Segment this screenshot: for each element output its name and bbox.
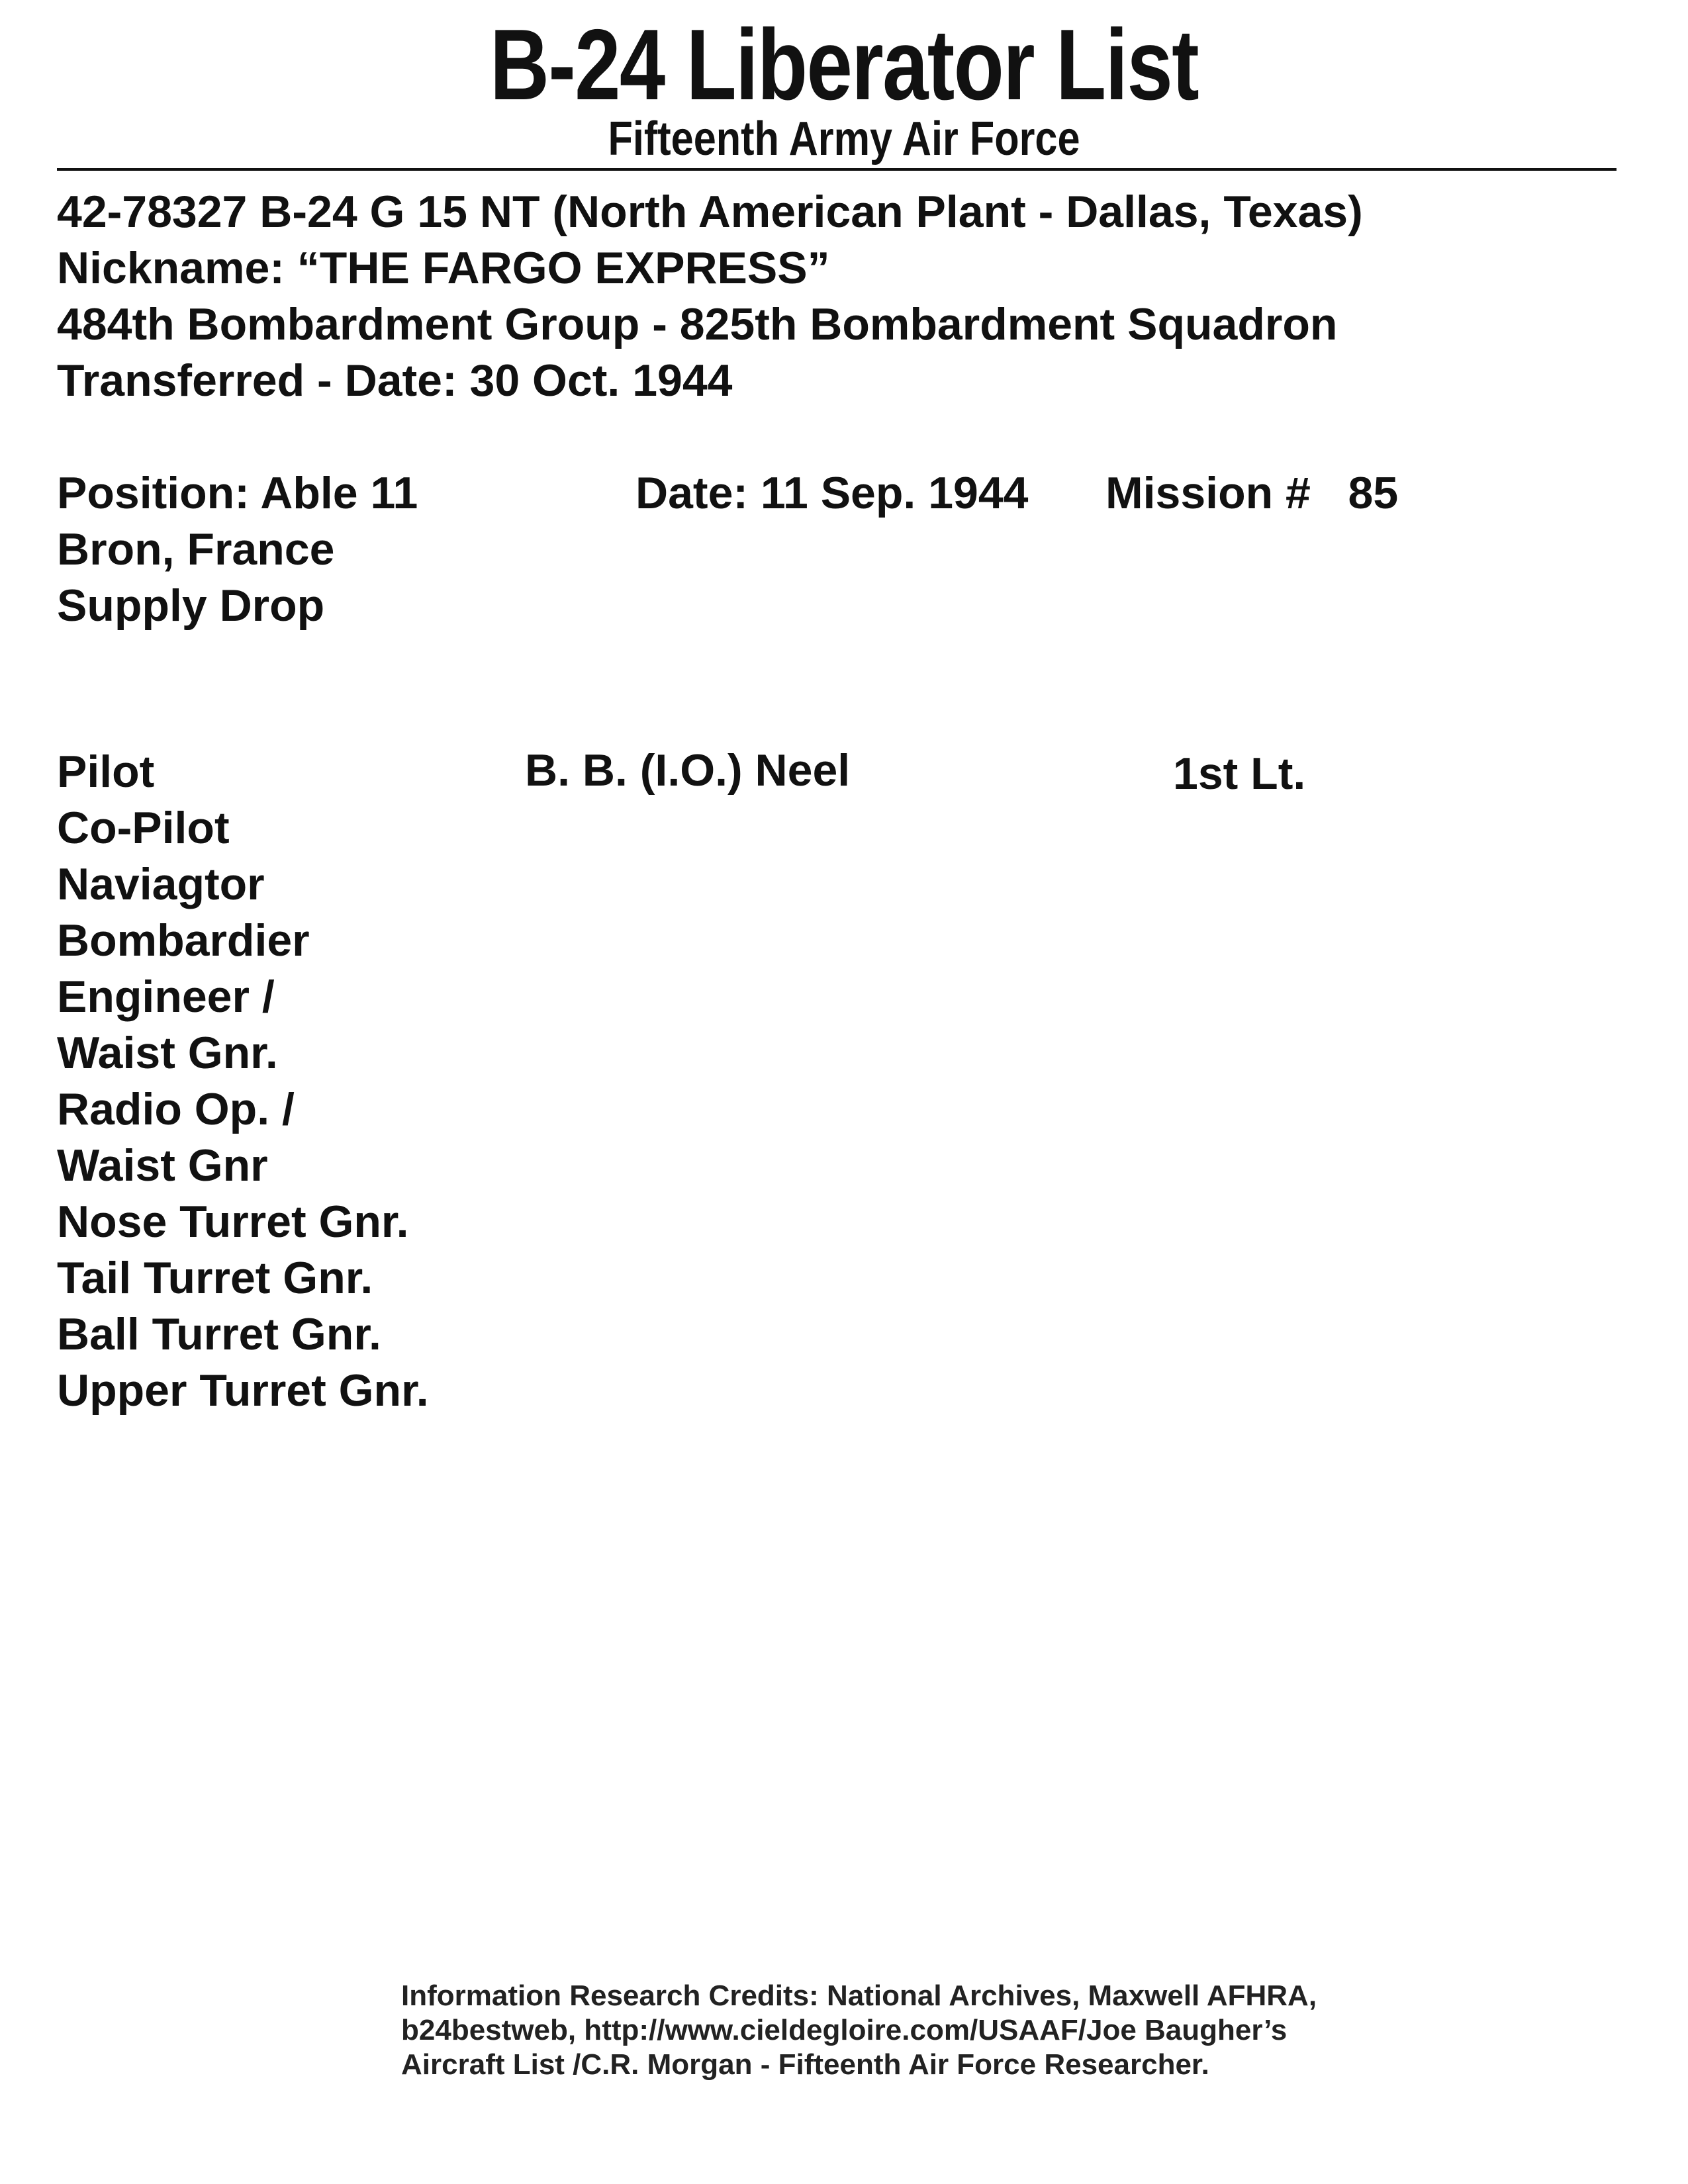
crew-position: Upper Turret Gnr. — [57, 1365, 429, 1416]
pilot-name: B. B. (I.O.) Neel — [525, 745, 851, 796]
crew-position: Ball Turret Gnr. — [57, 1309, 381, 1359]
crew-position: Waist Gnr — [57, 1140, 268, 1191]
mission-location: Bron, France — [57, 524, 335, 574]
aircraft-nickname-line: Nickname: “THE FARGO EXPRESS” — [57, 243, 830, 293]
crew-position: Pilot — [57, 747, 155, 797]
crew-position: Tail Turret Gnr. — [57, 1253, 373, 1303]
crew-position: Co-Pilot — [57, 803, 230, 853]
mission-date: Date: 11 Sep. 1944 — [635, 468, 1029, 518]
crew-position: Engineer / — [57, 972, 275, 1022]
mission-number: Mission # 85 — [1105, 468, 1399, 518]
mission-type: Supply Drop — [57, 580, 325, 631]
credits-line: b24bestweb, http://www.cieldegloire.com/USAAF/Joe Baugher’s — [401, 2014, 1288, 2046]
crew-position: Nose Turret Gnr. — [57, 1197, 409, 1247]
credits-line: Information Research Credits: National Archives, Maxwell AFHRA, — [401, 1979, 1317, 2012]
crew-position: Waist Gnr. — [57, 1028, 278, 1078]
page-title: B-24 Liberator List — [489, 9, 1199, 121]
mission-position: Position: Able 11 — [57, 468, 418, 518]
crew-position: Bombardier — [57, 915, 310, 966]
page-subtitle: Fifteenth Army Air Force — [608, 113, 1080, 165]
research-credits — [401, 1979, 1394, 2082]
crew-position: Naviagtor — [57, 859, 265, 909]
crew-position: Radio Op. / — [57, 1084, 295, 1134]
credits-line: Aircraft List /C.R. Morgan - Fifteenth Air Force Researcher. — [401, 2048, 1209, 2081]
aircraft-transfer-line: Transferred - Date: 30 Oct. 1944 — [57, 355, 733, 406]
aircraft-unit-line: 484th Bombardment Group - 825th Bombardment Squadron — [57, 299, 1338, 349]
crew-position-list — [57, 744, 429, 1419]
pilot-rank: 1st Lt. — [1173, 749, 1306, 799]
header-divider — [57, 168, 1617, 171]
aircraft-serial-line: 42-78327 B-24 G 15 NT (North American Plant - Dallas, Texas) — [57, 187, 1363, 237]
